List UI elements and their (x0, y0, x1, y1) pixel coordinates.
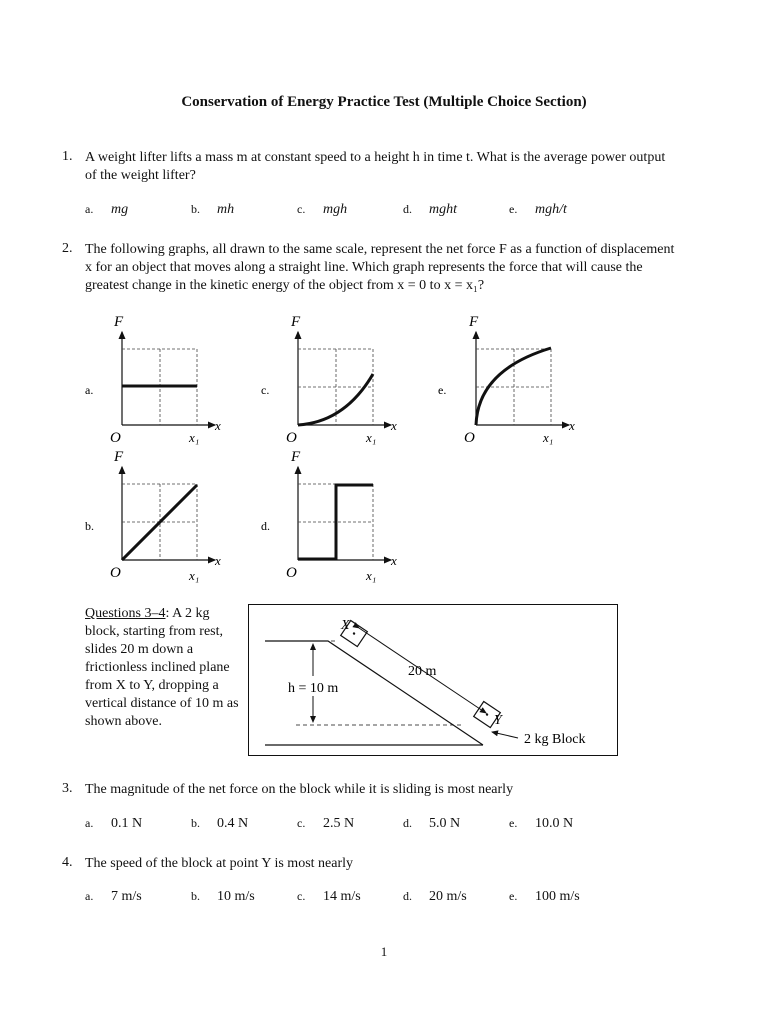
graph-a[interactable] (85, 314, 221, 446)
q3-choice-d[interactable]: d. 5.0 N (403, 816, 461, 831)
graph-d-origin: O (286, 565, 297, 581)
graph-e-x1: x₁ (543, 430, 554, 445)
graph-d[interactable] (261, 449, 397, 583)
q4-choice-a[interactable]: a. 7 m/s (85, 889, 142, 904)
graph-d-label: d. (261, 519, 270, 533)
q3-choice-b[interactable]: b. 0.4 N (191, 816, 249, 831)
length-label: 20 m (408, 664, 437, 679)
graph-a-label: a. (85, 383, 94, 397)
q1-choice-e[interactable]: e. mgh/t (509, 202, 567, 217)
page-title: Conservation of Energy Practice Test (Multiple Choice Section) (181, 94, 587, 110)
q3-choice-e[interactable]: e. 10.0 N (509, 816, 574, 831)
q1-choice-d[interactable]: d. mght (403, 202, 457, 217)
graph-a-origin: O (110, 430, 121, 446)
q4-choice-b[interactable]: b. 10 m/s (191, 889, 255, 904)
q1-number: 1. (62, 149, 73, 164)
height-label: h = 10 m (288, 681, 339, 696)
graph-b-x1: x₁ (189, 568, 200, 583)
force-graphs (0, 300, 768, 590)
q2-line-2: x for an object that moves along a straight line. Which graph represents the force that will cause the (85, 260, 643, 275)
q1-choice-b[interactable]: b. mh (191, 202, 235, 217)
setup-text: : A 2 kg block, starting from rest, slides 20 m down a frictionless inclined plane from X to Y, dropping a vertical distance of 10 m as shown above. (85, 606, 239, 729)
graph-c-x-label: x (391, 418, 397, 433)
graph-a-x-label: x (215, 418, 221, 433)
questions-3-4-setup (85, 605, 245, 731)
point-x-label: X (341, 618, 350, 633)
graph-c-f-label: F (291, 314, 301, 330)
graph-a-x1: x₁ (189, 430, 200, 445)
block-label: 2 kg Block (524, 732, 586, 747)
graph-c-label: c. (261, 383, 270, 397)
q4-number: 4. (62, 855, 73, 870)
graph-d-x1: x₁ (366, 568, 377, 583)
q2-text (85, 241, 755, 295)
graph-a-f-label: F (114, 314, 124, 330)
graph-c[interactable] (261, 314, 397, 446)
graph-c-x1: x₁ (366, 430, 377, 445)
graph-d-x-label: x (391, 553, 397, 568)
graph-d-f-label: F (291, 449, 301, 465)
graph-e-f-label: F (469, 314, 479, 330)
q2-line-3: greatest change in the kinetic energy of the object from x = 0 to x = x₁? (85, 278, 485, 293)
q1-line-2: of the weight lifter? (85, 168, 196, 183)
q4-choice-c[interactable]: c. 14 m/s (297, 889, 361, 904)
incline-diagram (248, 604, 618, 756)
graph-b-label: b. (85, 519, 94, 533)
q1-line-1: A weight lifter lifts a mass m at constant speed to a height h in time t. What is the average power output (85, 150, 666, 165)
q4-choice-e[interactable]: e. 100 m/s (509, 889, 580, 904)
q3-text: The magnitude of the net force on the block while it is sliding is most nearly (85, 782, 514, 797)
graph-e[interactable] (438, 314, 575, 446)
graph-e-x-label: x (569, 418, 575, 433)
graph-b-x-label: x (215, 553, 221, 568)
q1-text (85, 149, 745, 185)
q4-choice-d[interactable]: d. 20 m/s (403, 889, 467, 904)
graph-b-f-label: F (114, 449, 124, 465)
graph-e-origin: O (464, 430, 475, 446)
graph-b-origin: O (110, 565, 121, 581)
q2-number: 2. (62, 241, 73, 256)
q3-choice-c[interactable]: c. 2.5 N (297, 816, 355, 831)
q4-text: The speed of the block at point Y is most nearly (85, 856, 354, 871)
graph-b[interactable] (85, 449, 221, 583)
graph-e-label: e. (438, 383, 447, 397)
page-number: 1 (380, 944, 388, 959)
point-y-label: Y (494, 713, 502, 728)
q3-number: 3. (62, 781, 73, 796)
q1-choice-c[interactable]: c. mgh (297, 202, 348, 217)
q2-line-1: The following graphs, all drawn to the same scale, represent the net force F as a function of displacement (85, 242, 675, 257)
setup-heading: Questions 3–4 (85, 606, 166, 621)
q1-choice-a[interactable]: a. mg (85, 202, 129, 217)
graph-c-origin: O (286, 430, 297, 446)
q3-choice-a[interactable]: a. 0.1 N (85, 816, 143, 831)
